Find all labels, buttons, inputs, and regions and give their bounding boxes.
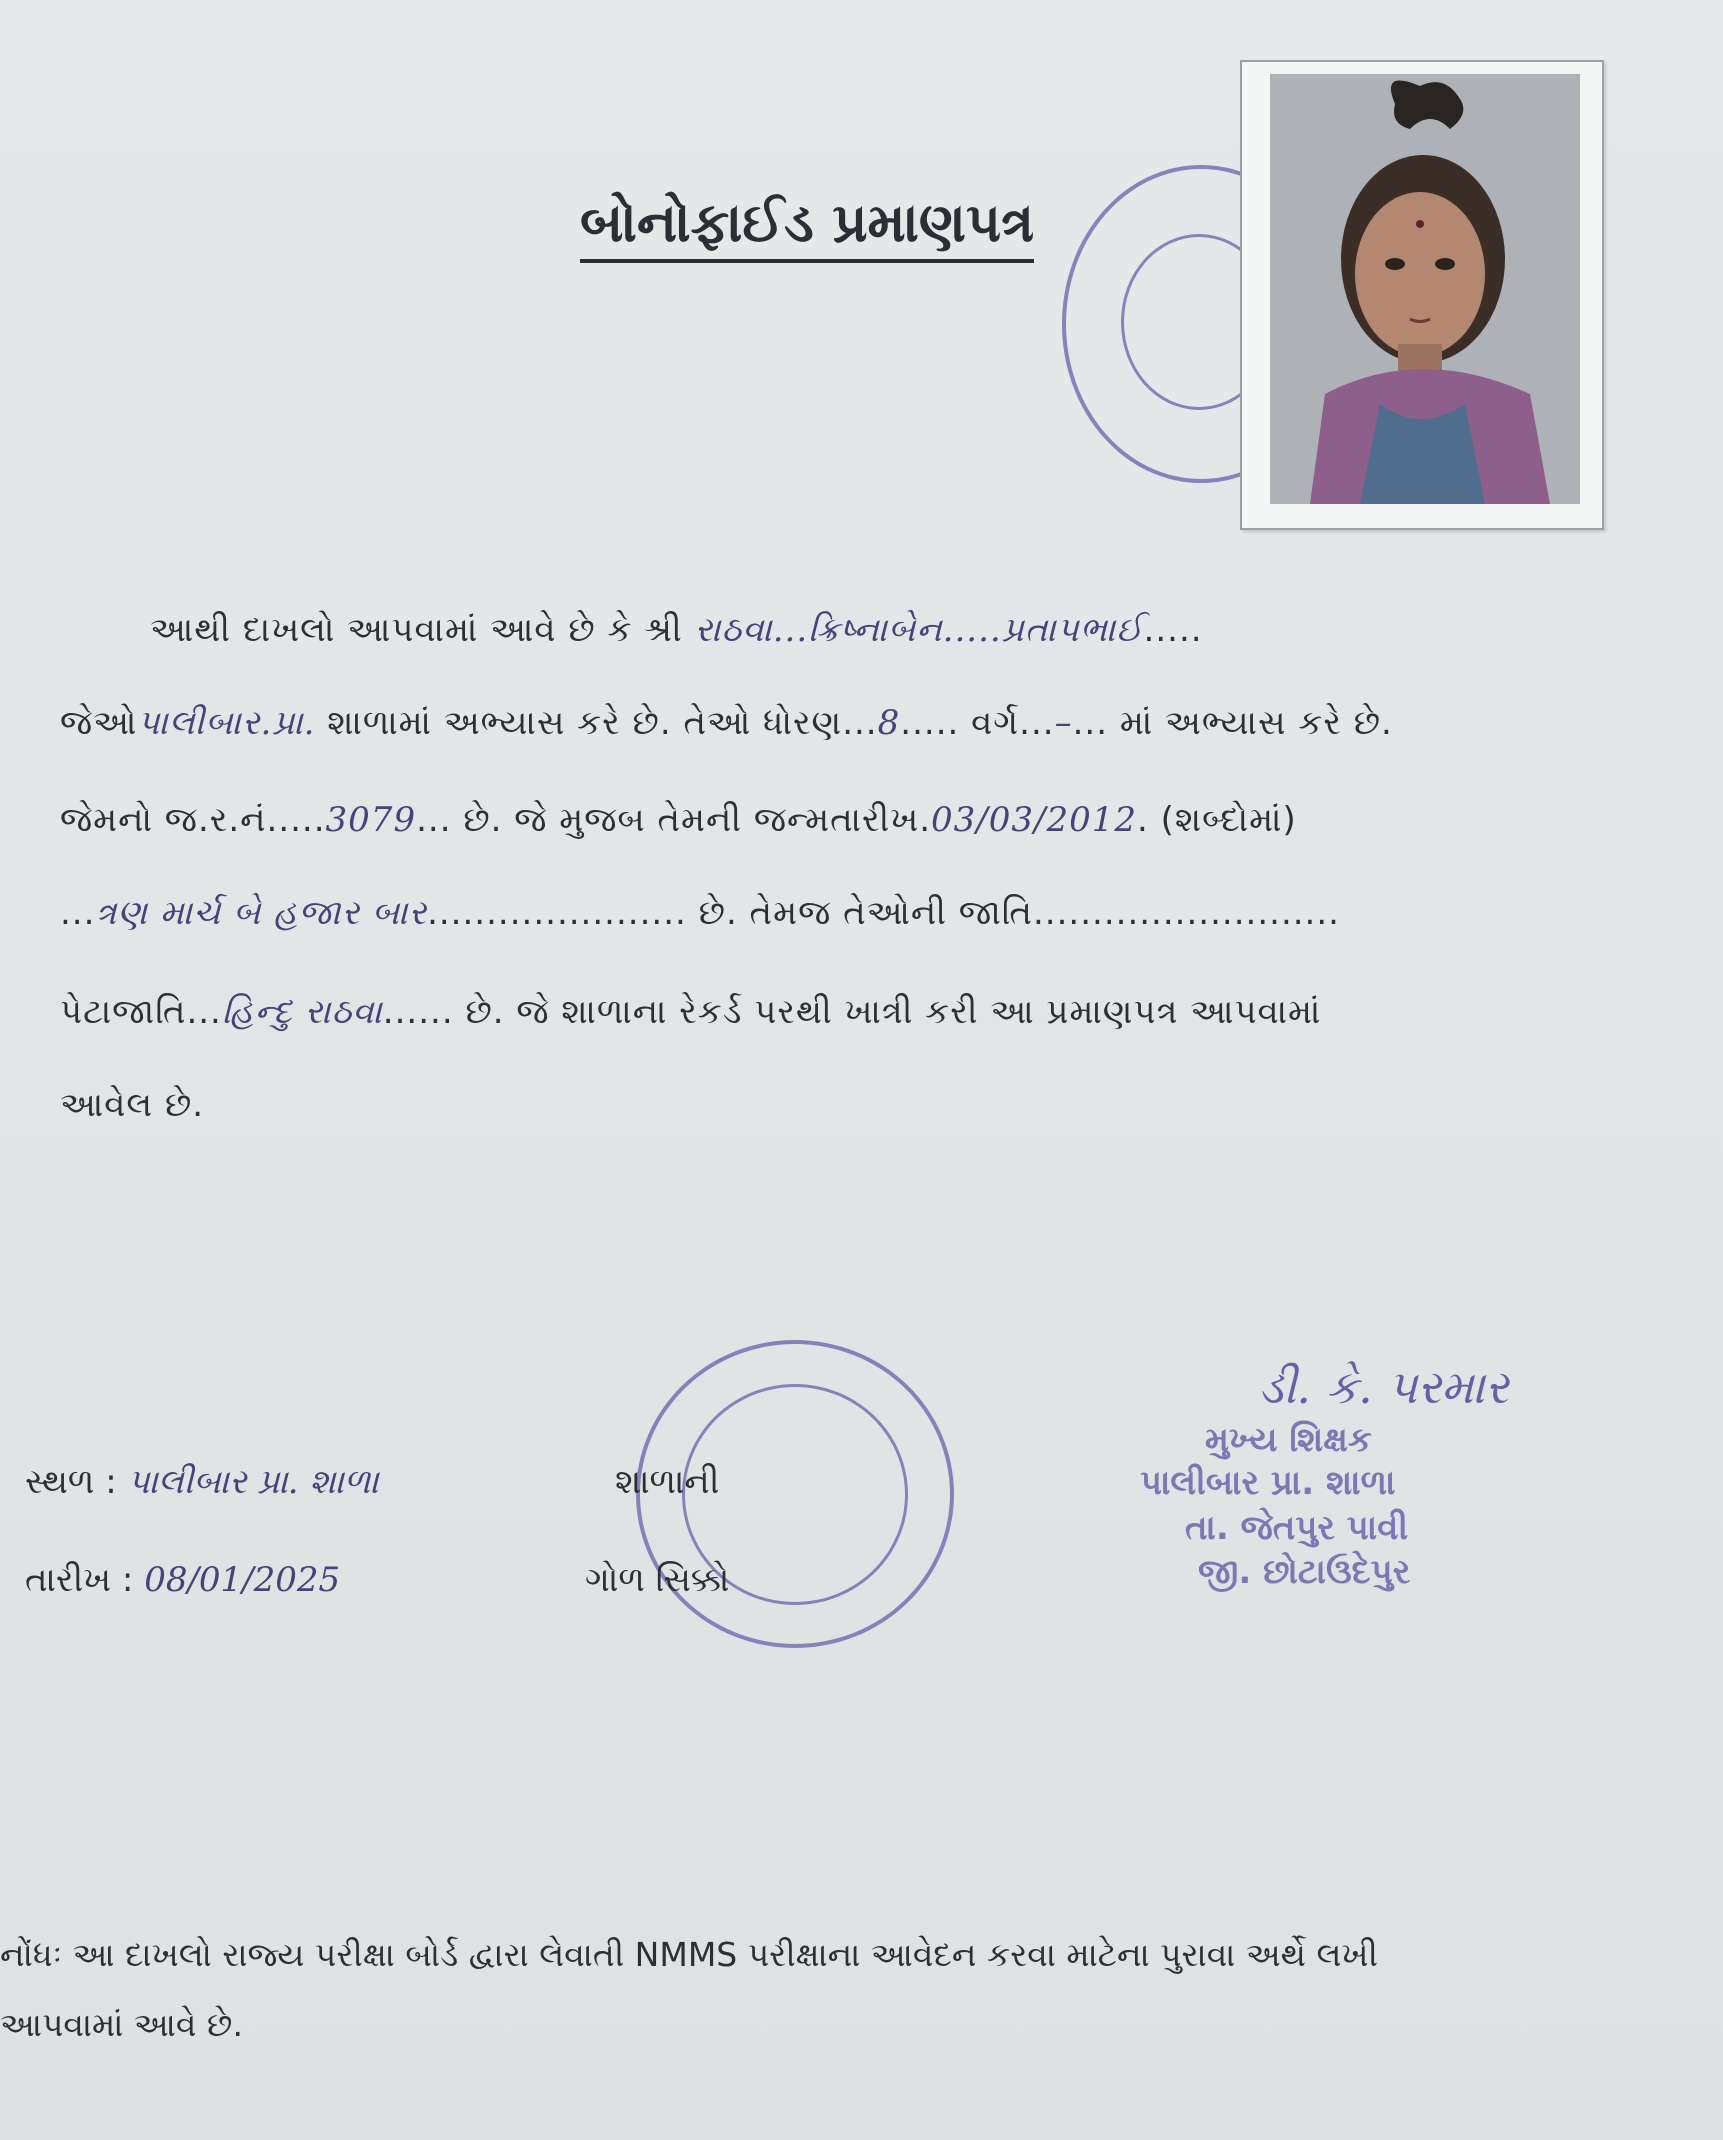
line2-suffix: માં અભ્યાસ કરે છે.	[1119, 703, 1393, 743]
dots-4b: ......................	[427, 893, 687, 933]
line3-mid: છે. જે મુજબ તેમની જન્મતારીખ	[463, 800, 920, 840]
dots-2b: .....	[900, 703, 960, 743]
line2-mid: શાળામાં અભ્યાસ કરે છે. તેઓ ધોરણ	[327, 703, 843, 743]
place-label: સ્થળ :	[25, 1462, 117, 1502]
body-line-3	[60, 800, 1297, 840]
head-stamp-line2: પાલીબાર પ્રા. શાળા	[1140, 1463, 1396, 1503]
body-line-4	[60, 893, 1340, 933]
date-row	[25, 1560, 340, 1600]
line4-mid: છે. તેમજ તેઓની જાતિ	[698, 893, 1033, 933]
dob-field: 03/03/2012	[931, 800, 1137, 840]
body-line-2	[60, 703, 1393, 743]
dots-5b: ......	[382, 992, 454, 1032]
seal-label-2: ગોળ સિક્કો	[585, 1560, 730, 1600]
body-line-6: આવેલ છે.	[60, 1085, 205, 1125]
certificate-title: બોનોફાઈડ પ્રમાણપત્ર	[580, 190, 1034, 263]
body-line-1	[150, 610, 1203, 650]
line3-suffix: (શબ્દોમાં)	[1160, 800, 1297, 840]
head-stamp-line4: જી. છોટાઉદેપુર	[1198, 1552, 1411, 1592]
dots-5a: ...	[186, 992, 222, 1032]
line1-text: આથી દાખલો આપવામાં આવે છે કે શ્રી	[150, 610, 683, 650]
line5-prefix: પેટાજાતિ	[60, 992, 187, 1032]
dots-3a: ....	[278, 800, 326, 840]
line2-prefix: જેઓ	[60, 703, 138, 743]
line3-prefix: જેમનો જ.ર.નં.	[60, 800, 279, 840]
dots-2a: ...	[842, 703, 878, 743]
student-photo	[1240, 60, 1604, 530]
place-row	[25, 1462, 379, 1502]
class-field: –	[1054, 703, 1073, 743]
dots-3c: .	[919, 800, 932, 840]
note-line-2: આપવામાં આવે છે.	[0, 2005, 243, 2044]
dots-1: .....	[1143, 610, 1203, 650]
dots-2d: ...	[1072, 703, 1109, 743]
note-line-1: નોંધઃ આ દાખલો રાજ્ય પરીક્ષા બોર્ડ દ્વારા લેવાતી NMMS પરીક્ષાના આવેદન કરવા માટેના પુરાવા અર્થે લખી	[0, 1935, 1378, 1974]
dob-words-field: ત્રણ માર્ચ બે હજાર બાર	[95, 893, 428, 933]
dots-4a: ...	[60, 893, 96, 933]
gr-number-field: 3079	[325, 800, 417, 840]
head-stamp-line1: મુખ્ય શિક્ષક	[1205, 1420, 1372, 1460]
date-value: 08/01/2025	[144, 1560, 341, 1600]
seal-label-1: શાળાની	[615, 1462, 720, 1502]
line5-suffix: છે. જે શાળાના રેકર્ડ પરથી ખાત્રી કરી આ પ્રમાણપત્ર આપવામાં	[465, 992, 1322, 1032]
dots-3b: ...	[416, 800, 452, 840]
date-label: તારીખ :	[25, 1560, 134, 1600]
dots-2c: ...	[1019, 703, 1055, 743]
head-stamp-line3: તા. જેતપુર પાવી	[1185, 1508, 1409, 1548]
school-name-field: પાલીબાર.પ્રા.	[137, 703, 316, 743]
class-label: વર્ગ	[971, 703, 1020, 743]
dots-3d: .	[1137, 800, 1149, 840]
standard-field: 8	[877, 703, 901, 743]
body-line-5	[60, 992, 1321, 1032]
place-value: પાલીબાર પ્રા. શાળા	[127, 1462, 379, 1502]
subcaste-field: હિન્દુ રાઠવા	[221, 992, 383, 1032]
dots-4c: ..........................	[1032, 893, 1340, 933]
student-name-field: રાઠવા...ક્રિષ્નાબેન.....પ્રતાપભાઈ	[694, 610, 1144, 650]
student-portrait	[1270, 74, 1580, 504]
headmaster-signature: ડી. કે. પરમાર	[1258, 1360, 1509, 1414]
